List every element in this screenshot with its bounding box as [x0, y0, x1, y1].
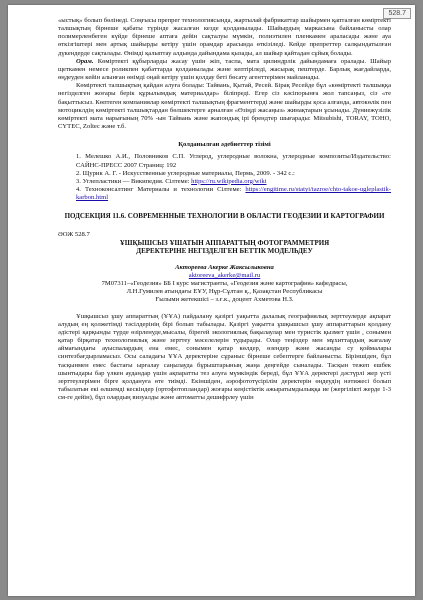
page-number-box[interactable]: 528.7: [383, 8, 411, 19]
reference-4-link[interactable]: https://engitime.ru/statyi/tazroe/chto-takoe-ugleplastik-karbon.html: [76, 185, 391, 202]
author-email-link[interactable]: aktoreeva_akerke@mail.ru: [188, 272, 261, 279]
paragraph-2-lead: Орам.: [76, 57, 94, 65]
reference-1: 1. Мелешко А.И., Половников С.П. Углерод, углеродные волокна, углеродные композиты/Издательство: САЙНС-ПРЕСС 2007 Страниц: 192: [76, 153, 391, 169]
author-email: [58, 272, 391, 280]
references-title: Қолданылған әдебиеттер тізімі: [178, 141, 271, 149]
page-content: [58, 17, 391, 402]
reference-3-link[interactable]: https://ru.wikipedia.org/wiki: [191, 177, 267, 185]
affiliation-line-3: Ғылыми жетекшісі – з.ғ.к., доцент Ахметова Н.З.: [155, 296, 294, 304]
affiliation-line-1: 7М07311–«Геодезия» ББ І курс магистранты, «Геодезия және картография» кафедрасы,: [101, 280, 348, 288]
paragraph-2-text: Көміртекті құбырларды жасау үшін жіп, таспа, мата цилиндрлік дайындамаға оралады. Шайыр щеткамен немесе роликпен қабаттарда қолданылады және кептіріледі, жасырақ пештерде. Барлық жағдайларда, өңдеуден кейін алынған өнімді оңай кетіру үшін қолдау беті бөсату агенттерімен майланады.: [58, 57, 391, 82]
udk-code: ӘОЖ 528.7: [58, 230, 90, 238]
author-name: Актореева Акерке Жаксылыковна: [175, 263, 274, 271]
paragraph-2: [58, 58, 391, 82]
section-title: ПОДСЕКЦИЯ 11.6. СОВРЕМЕННЫЕ ТЕХНОЛОГИИ В ОБЛАСТИ ГЕОДЕЗИИ И КАРТОГРАФИИ: [64, 212, 385, 221]
reference-3: 3. Углепластики — Википедия. Сілтеме: https://ru.wikipedia.org/wiki: [76, 177, 267, 185]
paragraph-4: Ұшқышсыз ұшу аппараттың (ҰҰА) пайдалану қазіргі уақытта далалық географиялық зерттеулерде ақпарат алудың ең қолжетімді тәсілдерінің бірі болып табылады. Қазіргі уақытта ұшқышсыз ұшу аппараттарын қолдану әдістері қарқынды түрде өзірленуде,мысалы, бірегей экологиялық бақылаулар мен туристік қызмет үшін , сонымен қатар бірқатар технологиялық және зерттеу мәселелерін тудырады. Олар теңіздер мен мұхиттардың жағалау аймағындағы ауыспалардың ена емес, сонымен қатар көлдер, өзендер және жасанды су қоймалары синтезбағдырламасыз. Осы саладағы ҰҰА деректеріне сұраныс бірнеше себептерге байланысты. Біріншіден, бұл тасқынмен емес бастағы ырғалау саңылауда бұрыштарының жаңа деңгейде сыналады. Тасқын тежеп ешбек шынтыдары бар үлкен аудандар үшін ақпаратты тез алуға мүмкіндік береді, бұл ҰҰА деректері дәстүрлі жер үсті зерттеулерімен бірге қолдануға өте тиімді. Екіншіден, аэрофототүсірілім деректерін өңдеудің нәтижесі болып табылатын екі өлшемді кескіндер (ортофотопландар) жоғары кеңістіктік ажыратымдылыққа ие (жергілікті жерде 1-3 см-ге дейін), бұл олардың визуалды және автоматты дешифрлеу үшін: [58, 312, 391, 402]
paragraph-3: Көміртекті талшықтың қайдан алуға болады: Тайвань, Қытай, Ресей. Бірақ Ресейде бұл «көміртекті талшыққа негізделген жоғары берік құрылымдық материалдар» біліпреді. Егер сіз кәсіпорынға жол тапсаңыз, сіз «те бақыттысыз. Көптеген компаниялар көміртекті талшықтың фрагменттерді және шайырды қоса алғанда, автокөлік пен мотоциклдің көміртекті талшықтардан бөлшектерге арналған «Өзіңді жасаңыз» жинақтарын ұсынады. Дүниежүзілік көміртекті мата нарығының 70% -ын Тайвань және жапондық ірі брендтер шығарады: Mitsubishi, TORAY, TOHO, CYTEC, Zoltec және т.б.: [58, 82, 391, 131]
document-page: [8, 5, 415, 596]
article-title-line-2: ДЕРЕКТЕРІНЕ НЕГІЗДЕЛГЕН БЕТТІК МОДЕЛЬДЕУ: [136, 247, 313, 256]
reference-2: 2. Щурик А. Г. - Искусственные углеродные материалы, Пермь, 2009. - 342 с.:: [76, 169, 295, 177]
affiliation-line-2: Л.Н.Гумилев атындағы ЕҰУ, Нұр-Сұлтан қ., Қазақстан Республикасы: [126, 288, 323, 296]
article-title-line-1: ҰШҚЫШСЫЗ ҰШАТЫН АППАРАТТЫҢ ФОТОГРАММЕТРИЯ: [119, 239, 330, 248]
reference-4: 4. Техноконсалтинг Материалы и технологии Сілтеме: https://engitime.ru/statyi/tazroe/chto-takoe-ugleplastik-karbon.html: [76, 185, 391, 202]
paragraph-1: «ыстық» болып бөлінеді. Соңғысы препрег технологиясында, жартылай фабрикаттар шайырмен қапталған көміртекті талшықтың бірнеше қабаты түрінде жасалған кезде қолданылады. Шайырдың маркасына байланысты олар полимерленбеген күйде бірнеше аптаға дейін сақталуы мүмкін, полиэтилен пленкамен араласады және ауа өткізгіштері мен артық шайырды кетіру үшін орамдар арасында өткізіледі. Кейде препреттер салқындатылған дүкендерде сақталады. Өнімді қалыптау алдында дайындама қызады, ал шайыр қайтадан сұйық болады.: [58, 17, 391, 57]
